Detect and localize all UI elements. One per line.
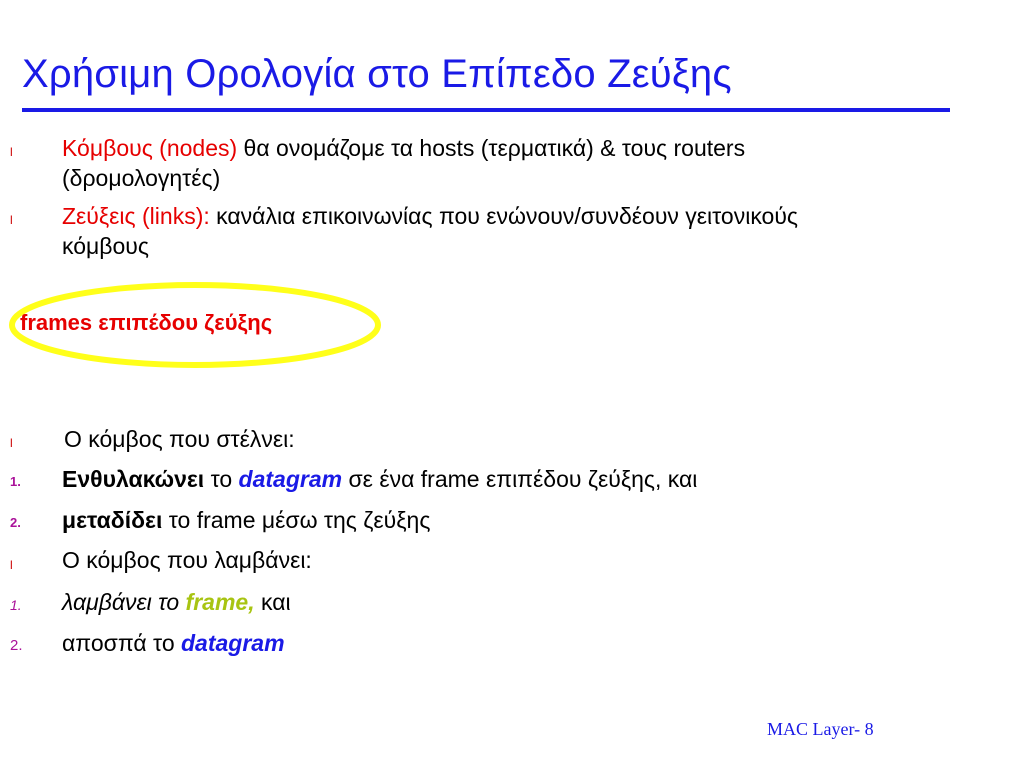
frames-label: frames επιπέδου ζεύξης [20, 310, 273, 335]
step-verb: μεταδίδει [62, 507, 163, 533]
step-text: το frame μέσω της ζεύξης [162, 507, 431, 533]
step-number: 2. [10, 515, 21, 530]
step-text: το [204, 466, 239, 492]
sender-heading: Ο κόμβος που στέλνει: [64, 426, 295, 452]
title-underline [22, 108, 950, 112]
bullet-icon: l [10, 145, 13, 159]
slide-title: Χρήσιμη Ορολογία στο Επίπεδο Ζεύξης [22, 52, 732, 96]
slide-footer: MAC Layer- 8 [767, 719, 874, 739]
step-text: σε ένα frame επιπέδου ζεύξης, και [342, 466, 698, 492]
datagram-word: datagram [238, 466, 343, 492]
receiver-heading: Ο κόμβος που λαμβάνει: [62, 547, 312, 573]
bullet-icon: l [10, 558, 13, 572]
step-verb: Ενθυλακώνει [62, 466, 205, 492]
term-links [62, 201, 1002, 261]
term-links-label: Ζεύξεις (links): [62, 203, 210, 229]
datagram-word: datagram [181, 630, 285, 656]
sender-step-encapsulate [62, 464, 697, 494]
term-nodes-line1: θα ονομάζομε τα hosts (τερματικά) & τους routers [237, 135, 746, 161]
step-number: 1. [10, 597, 22, 613]
step-number: 2. [10, 637, 23, 654]
term-links-line1: κανάλια επικοινωνίας που ενώνουν/συνδέουν γειτονικούς [209, 203, 799, 229]
bullet-icon: l [10, 213, 13, 227]
term-nodes-label: Κόμβους (nodes) [62, 135, 238, 161]
term-nodes-line2: (δρομολογητές) [62, 165, 221, 191]
receiver-step-receive [62, 587, 291, 617]
frame-word: frame, [185, 589, 255, 615]
sender-step-transmit [62, 505, 430, 535]
term-links-line2: κόμβους [62, 233, 149, 259]
step-text: και [254, 589, 291, 615]
step-number: 1. [10, 474, 21, 489]
receiver-step-extract [62, 628, 285, 658]
bullet-icon: l [10, 436, 13, 450]
step-text: λαμβάνει το [62, 589, 186, 615]
term-nodes [62, 133, 962, 193]
step-text: αποσπά το [62, 630, 181, 656]
